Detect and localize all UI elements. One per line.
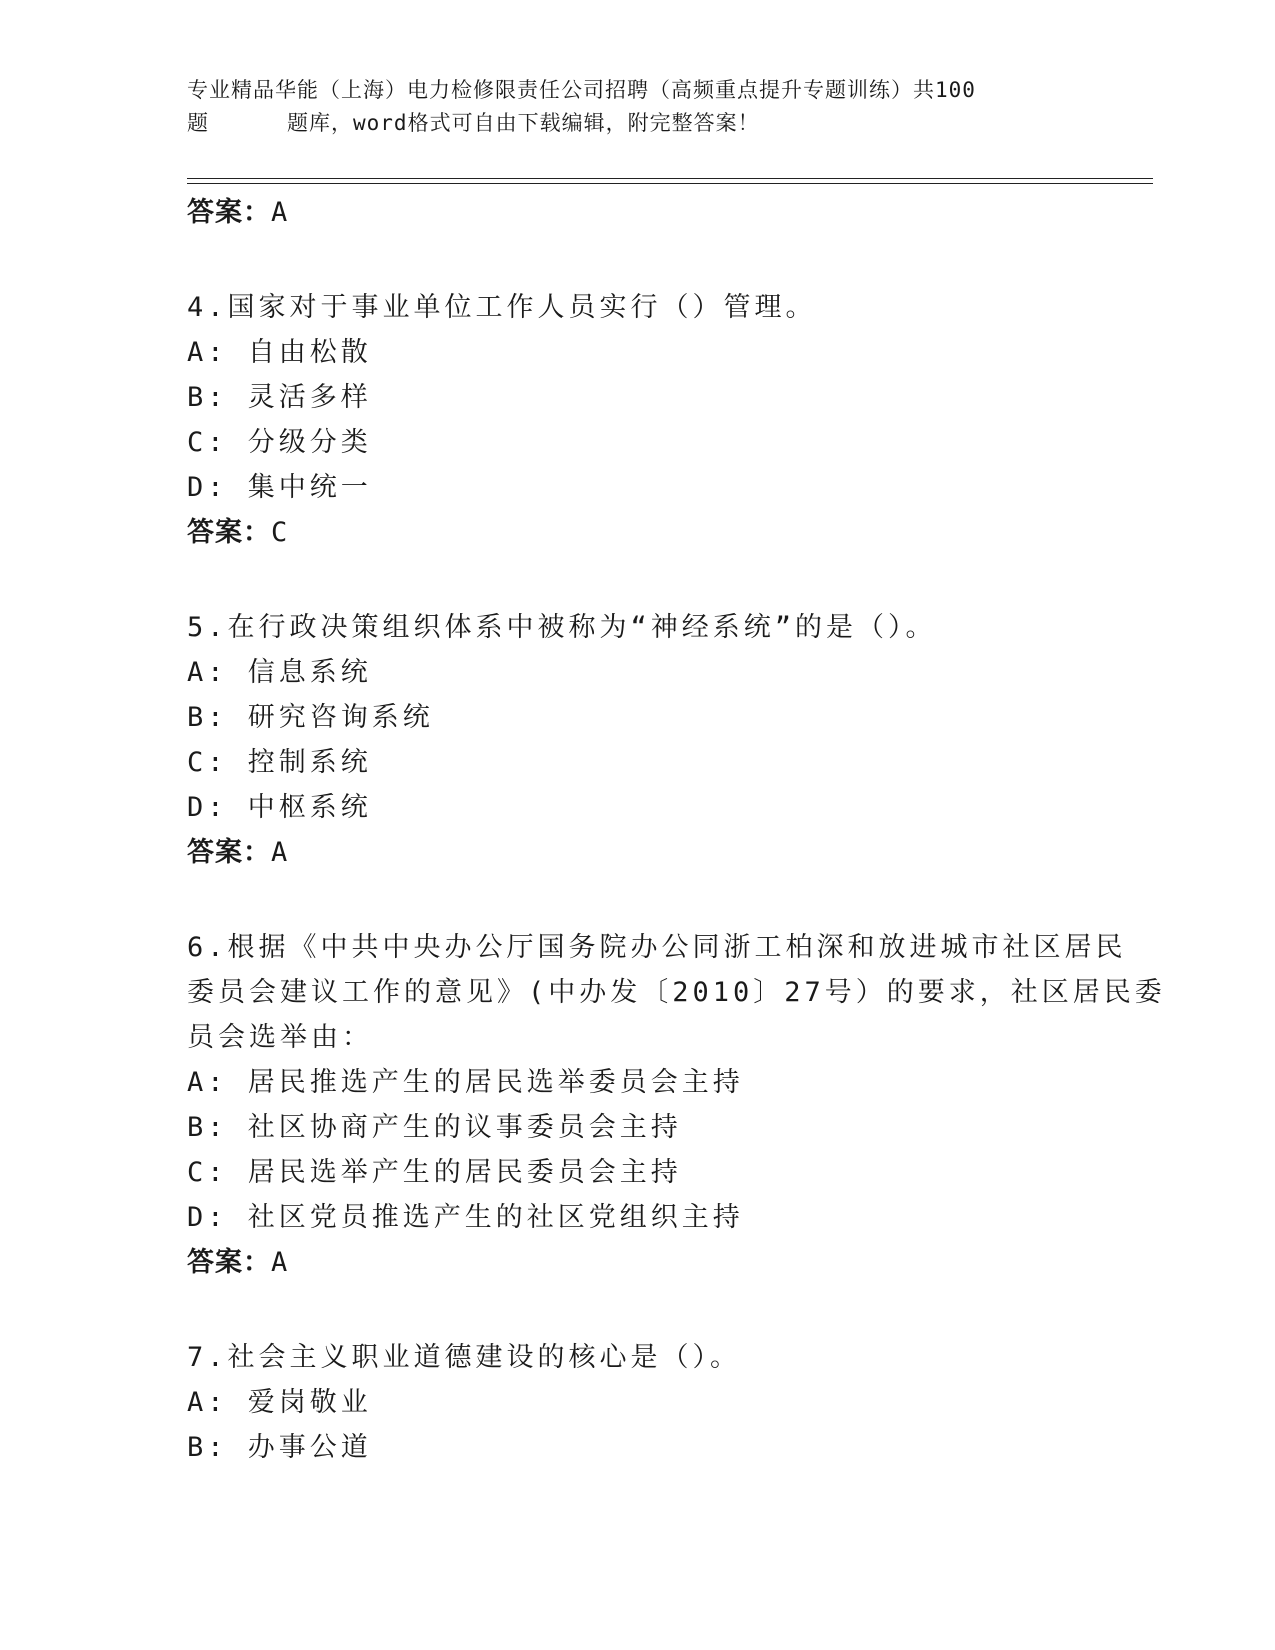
document-header: [187, 74, 1087, 140]
header-title-line-1: 专业精品华能（上海）电力检修限责任公司招聘（高频重点提升专题训练）共100: [187, 78, 976, 102]
question-6: [187, 925, 1166, 1285]
option-a: A: 信息系统: [187, 657, 372, 688]
option-b: B: 研究咨询系统: [187, 702, 434, 733]
option-b: B: 办事公道: [187, 1432, 372, 1463]
answer-value: A: [271, 837, 289, 868]
question-text-line-3: 员会选举由：: [187, 1022, 373, 1053]
answer-value: C: [271, 517, 289, 548]
header-divider-top: [187, 178, 1153, 179]
option-d: D: 中枢系统: [187, 792, 372, 823]
option-a: A: 居民推选产生的居民选举委员会主持: [187, 1067, 744, 1098]
answer-label: 答案：: [187, 197, 271, 228]
question-5: [187, 605, 1107, 875]
option-d: D: 社区党员推选产生的社区党组织主持: [187, 1202, 744, 1233]
answer-label: 答案：: [187, 837, 271, 868]
question-text-line-2: 委员会建议工作的意见》(中办发〔2010〕27号）的要求，社区居民委: [187, 977, 1166, 1008]
header-line-2-prefix: 题: [187, 111, 209, 135]
answer-label: 答案：: [187, 517, 271, 548]
header-line-2-text: 题库，word格式可自由下载编辑，附完整答案！: [287, 111, 760, 135]
header-divider-bottom: [187, 183, 1153, 184]
question-4: [187, 285, 1107, 555]
question-text: 7.社会主义职业道德建设的核心是（）。: [187, 1342, 742, 1373]
answer-line: [187, 510, 1107, 555]
option-a: A: 爱岗敬业: [187, 1387, 372, 1418]
question-7: [187, 1335, 1107, 1470]
question-text-line-1: 6.根据《中共中央办公厅国务院办公同浙工柏深和放进城市社区居民: [187, 932, 1127, 963]
option-c: C: 居民选举产生的居民委员会主持: [187, 1157, 682, 1188]
answer-value: A: [271, 1247, 289, 1278]
option-b: B: 社区协商产生的议事委员会主持: [187, 1112, 682, 1143]
answer-label: 答案：: [187, 1247, 271, 1278]
option-b: B: 灵活多样: [187, 382, 372, 413]
option-a: A: 自由松散: [187, 337, 372, 368]
header-title-line-2: [187, 107, 1087, 140]
question-list: [187, 190, 1166, 1470]
answer-line: [187, 830, 1107, 875]
answer-line: [187, 190, 1107, 235]
answer-line: [187, 1240, 1107, 1285]
option-c: C: 控制系统: [187, 747, 372, 778]
question-text: 4.国家对于事业单位工作人员实行（）管理。: [187, 292, 817, 323]
answer-value: A: [271, 197, 289, 228]
option-c: C: 分级分类: [187, 427, 372, 458]
option-d: D: 集中统一: [187, 472, 372, 503]
question-text: 5.在行政决策组织体系中被称为“神经系统”的是（）。: [187, 612, 937, 643]
